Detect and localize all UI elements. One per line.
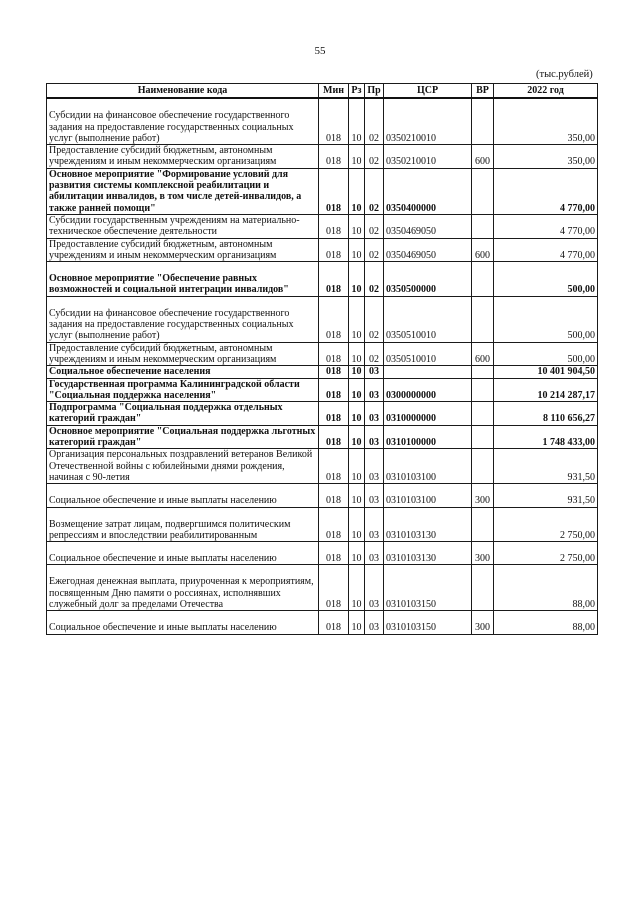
row-pr: 03 [365,378,384,402]
row-pr: 03 [365,366,384,378]
row-amount: 88,00 [494,565,598,611]
row-pr: 03 [365,425,384,449]
table-row [47,425,598,449]
row-name: Основное мероприятие "Обеспечение равных возможностей и социальной интеграции инвалидов" [49,273,289,296]
row-name: Социальное обеспечение и иные выплаты населению [49,495,277,507]
row-rz: 10 [349,542,365,565]
row-name: Ежегодная денежная выплата, приуроченная к мероприятиям, посвященным Дню памяти о россиянах, исполнявших служебный долг за пределами Отечества [49,576,314,610]
row-pr: 02 [365,342,384,366]
row-pr: 02 [365,262,384,297]
row-name-cell [47,262,319,297]
row-amount: 10 214 287,17 [494,378,598,402]
row-name: Субсидии государственным учреждениям на материально-техническое обеспечение деятельности [47,214,319,238]
row-vr [472,366,494,378]
row-csr [384,366,472,378]
row-pr: 03 [365,565,384,611]
row-rz: 10 [349,145,365,169]
row-csr: 0350469050 [384,214,472,238]
row-amount: 2 750,00 [494,507,598,542]
row-name-cell [47,98,319,144]
row-name-cell [47,611,319,634]
row-csr: 0310103150 [384,565,472,611]
row-amount: 1 748 433,00 [494,425,598,449]
column-header-rz: Рз [349,84,365,99]
row-csr: 0300000000 [384,378,472,402]
row-vr: 600 [472,342,494,366]
row-min: 018 [319,425,349,449]
row-vr [472,565,494,611]
row-vr [472,296,494,342]
row-pr: 03 [365,542,384,565]
table-row [47,565,598,611]
table-row [47,366,598,378]
row-name: Субсидии на финансовое обеспечение государственного задания на предоставление государственных социальных услуг (выполнение работ) [49,110,294,144]
row-csr: 0350210010 [384,145,472,169]
row-min: 018 [319,98,349,144]
row-csr: 0310000000 [384,402,472,426]
row-min: 018 [319,565,349,611]
table-row [47,262,598,297]
row-amount: 500,00 [494,262,598,297]
row-name: Социальное обеспечение и иные выплаты населению [49,622,277,634]
row-vr: 600 [472,238,494,262]
table-row [47,402,598,426]
row-pr: 03 [365,611,384,634]
row-vr [472,425,494,449]
row-csr: 0310103130 [384,542,472,565]
row-rz: 10 [349,484,365,507]
row-name: Государственная программа Калининградской области "Социальная поддержка населения" [47,378,319,402]
row-rz: 10 [349,366,365,378]
table-row [47,342,598,366]
row-rz: 10 [349,425,365,449]
row-amount: 500,00 [494,296,598,342]
row-pr: 02 [365,98,384,144]
row-rz: 10 [349,214,365,238]
row-pr: 03 [365,507,384,542]
row-rz: 10 [349,238,365,262]
column-header-vr: ВР [472,84,494,99]
row-amount: 4 770,00 [494,214,598,238]
page-number: 55 [314,45,326,57]
row-vr [472,378,494,402]
row-vr [472,262,494,297]
row-csr: 0310103100 [384,484,472,507]
table-row [47,214,598,238]
row-min: 018 [319,238,349,262]
column-header-pr: Пр [365,84,384,99]
row-vr: 600 [472,145,494,169]
row-rz: 10 [349,296,365,342]
row-csr: 0310103150 [384,611,472,634]
row-vr [472,98,494,144]
row-csr: 0350400000 [384,168,472,214]
row-csr: 0350510010 [384,342,472,366]
row-amount: 4 770,00 [494,238,598,262]
column-header-min: Мин [319,84,349,99]
column-header-amount: 2022 год [494,84,598,99]
table-row [47,378,598,402]
row-csr: 0350510010 [384,296,472,342]
table-row [47,296,598,342]
row-name: Социальное обеспечение населения [47,366,319,378]
row-min: 018 [319,168,349,214]
row-rz: 10 [349,565,365,611]
table-row [47,238,598,262]
table-row [47,542,598,565]
row-csr: 0310100000 [384,425,472,449]
table-row [47,98,598,144]
row-min: 018 [319,378,349,402]
row-vr [472,168,494,214]
row-name-cell [47,484,319,507]
row-rz: 10 [349,402,365,426]
table-row [47,507,598,542]
row-amount: 88,00 [494,611,598,634]
budget-table [46,83,598,635]
row-amount: 500,00 [494,342,598,366]
row-min: 018 [319,542,349,565]
row-amount: 350,00 [494,145,598,169]
row-csr: 0310103100 [384,449,472,484]
row-name: Социальное обеспечение и иные выплаты населению [49,553,277,565]
row-min: 018 [319,342,349,366]
row-name-cell [47,507,319,542]
row-min: 018 [319,611,349,634]
row-rz: 10 [349,507,365,542]
row-name-cell [47,542,319,565]
row-rz: 10 [349,168,365,214]
table-row [47,168,598,214]
row-name-cell [47,565,319,611]
row-csr: 0310103130 [384,507,472,542]
row-name: Подпрограмма "Социальная поддержка отдельных категорий граждан" [47,402,319,426]
row-amount: 4 770,00 [494,168,598,214]
row-name: Субсидии на финансовое обеспечение государственного задания на предоставление государственных социальных услуг (выполнение работ) [49,307,294,342]
table-row [47,145,598,169]
row-pr: 02 [365,238,384,262]
row-pr: 02 [365,214,384,238]
row-pr: 03 [365,449,384,484]
row-rz: 10 [349,611,365,634]
row-vr [472,449,494,484]
row-rz: 10 [349,342,365,366]
table-row [47,611,598,634]
row-csr: 0350500000 [384,262,472,297]
header-row [47,84,598,99]
row-pr: 02 [365,145,384,169]
row-min: 018 [319,296,349,342]
row-rz: 10 [349,98,365,144]
column-header-name: Наименование кода [47,84,319,99]
row-vr: 300 [472,484,494,507]
row-vr [472,507,494,542]
row-amount: 931,50 [494,484,598,507]
row-min: 018 [319,507,349,542]
row-name: Предоставление субсидий бюджетным, автономным учреждениям и иным некоммерческим организациям [47,145,319,169]
row-csr: 0350210010 [384,98,472,144]
row-rz: 10 [349,378,365,402]
row-min: 018 [319,484,349,507]
row-amount: 2 750,00 [494,542,598,565]
row-amount: 8 110 656,27 [494,402,598,426]
row-min: 018 [319,145,349,169]
table-row [47,449,598,484]
row-amount: 931,50 [494,449,598,484]
row-name: Возмещение затрат лицам, подвергшимся политическим репрессиям и впоследствии реабилитированным [49,518,291,541]
row-pr: 03 [365,402,384,426]
row-rz: 10 [349,262,365,297]
row-name: Основное мероприятие "Социальная поддержка льготных категорий граждан" [47,425,319,449]
units-label: (тыс.рублей) [536,69,593,80]
row-csr: 0350469050 [384,238,472,262]
row-vr: 300 [472,542,494,565]
row-name: Предоставление субсидий бюджетным, автономным учреждениям и иным некоммерческим организациям [47,342,319,366]
row-vr [472,402,494,426]
row-pr: 02 [365,296,384,342]
row-min: 018 [319,366,349,378]
row-min: 018 [319,402,349,426]
table-row [47,484,598,507]
row-vr: 300 [472,611,494,634]
row-amount: 10 401 904,50 [494,366,598,378]
row-pr: 03 [365,484,384,507]
row-min: 018 [319,262,349,297]
row-min: 018 [319,214,349,238]
row-name: Основное мероприятие "Формирование условий для развития системы комплексной реабилитации и абилитации инвалидов, в том числе детей-инвалидов, а также ранней помощи" [47,168,319,214]
row-name: Организация персональных поздравлений ветеранов Великой Отечественной войны с юбилейными днями рождения, начиная с 90-летия [47,449,319,484]
row-min: 018 [319,449,349,484]
row-rz: 10 [349,449,365,484]
row-vr [472,214,494,238]
row-name-cell [47,296,319,342]
row-amount: 350,00 [494,98,598,144]
row-name: Предоставление субсидий бюджетным, автономным учреждениям и иным некоммерческим организациям [47,238,319,262]
column-header-csr: ЦСР [384,84,472,99]
row-pr: 02 [365,168,384,214]
